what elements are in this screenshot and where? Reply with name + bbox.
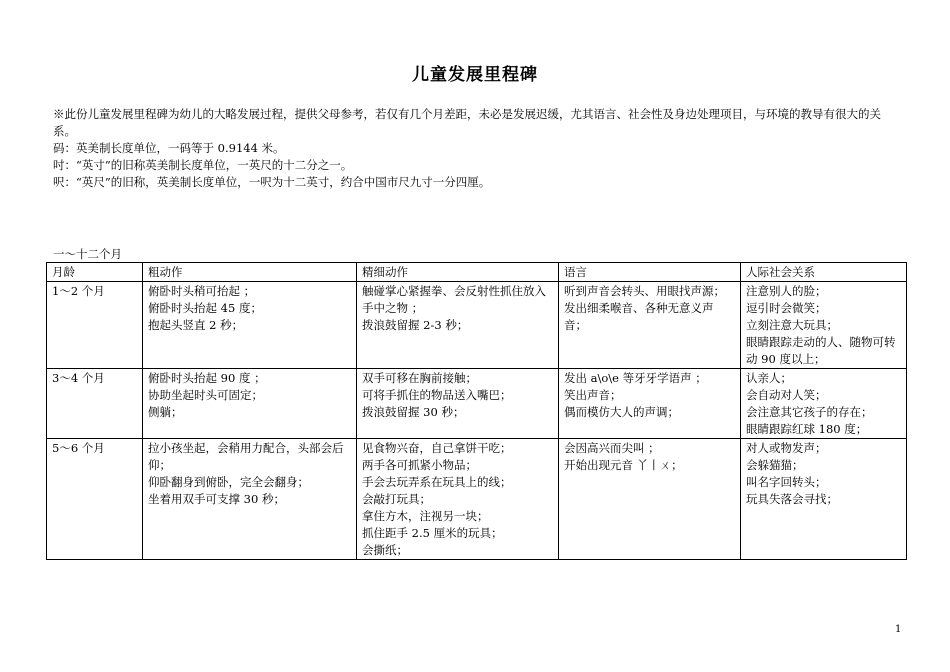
social-cell	[741, 282, 907, 369]
list-item: 会躲猫猫；	[746, 458, 804, 472]
note-foot: 呎：“英尺”的旧称，英美制长度单位，一呎为十二英寸，约合中国市尺九寸一分四厘。	[53, 175, 491, 189]
list-item: 协助坐起时头可固定；	[148, 388, 263, 402]
list-item: 触碰掌心紧握拳、会反射性抓住放入手中之物 ；	[362, 284, 546, 315]
list-item: 拿住方木，注视另一块；	[362, 509, 489, 523]
header-social: 人际社会关系	[741, 263, 907, 282]
fine-motor-cell	[357, 282, 559, 369]
list-item: 拉小孩坐起，会稍用力配合，头部会后仰；	[148, 441, 344, 472]
list-item: 认亲人；	[746, 371, 792, 385]
fine-motor-cell	[357, 439, 559, 560]
header-gross-motor: 粗动作	[143, 263, 357, 282]
list-item: 会自动对人笑；	[746, 388, 827, 402]
list-item: 拨浪鼓留握 2-3 秒；	[362, 318, 469, 332]
list-item: 抱起头竖直 2 秒；	[148, 318, 244, 332]
list-item: 听到声音会转头、用眼找声源；	[564, 284, 725, 298]
list-item: 抓住距手 2.5 厘米的玩具；	[362, 526, 503, 540]
list-item: 侧躺；	[148, 405, 183, 419]
table-row	[47, 282, 907, 369]
list-item: 对人或物发声；	[746, 441, 827, 455]
social-cell	[741, 369, 907, 439]
header-language: 语言	[559, 263, 741, 282]
note-disclaimer: ※此份儿童发展里程碑为幼儿的大略发展过程，提供父母参考，若仅有几个月差距，未必是发展迟缓，尤其语言、社会性及身边处理项目，与环境的教导有很大的关系。	[53, 107, 881, 138]
list-item: 叫名字回转头；	[746, 475, 827, 489]
page-number: 1	[895, 624, 902, 635]
list-item: 立刻注意大玩具；	[746, 318, 838, 332]
list-item: 偶而模仿大人的声调；	[564, 405, 679, 419]
list-item: 仰卧翻身到俯卧，完全会翻身；	[148, 475, 309, 489]
social-cell	[741, 439, 907, 560]
age-cell: 5～6 个月	[47, 439, 143, 560]
section-label: 一～十二个月	[53, 247, 122, 261]
list-item: 俯卧时头抬起 90 度 ；	[148, 371, 266, 385]
list-item: 玩具失落会寻找；	[746, 492, 838, 506]
list-item: 眼睛跟踪红球 180 度；	[746, 422, 868, 436]
header-age: 月龄	[47, 263, 143, 282]
language-cell	[559, 439, 741, 560]
notes-block	[53, 106, 903, 191]
age-cell: 3～4 个月	[47, 369, 143, 439]
list-item: 坐着用双手可支撑 30 秒；	[148, 492, 285, 506]
list-item: 拨浪鼓留握 30 秒；	[362, 405, 465, 419]
language-cell	[559, 282, 741, 369]
list-item: 注意别人的脸；	[746, 284, 827, 298]
list-item: 可将手抓住的物品送入嘴巴；	[362, 388, 512, 402]
list-item: 发出 a\o\e 等牙牙学语声 ；	[564, 371, 707, 385]
list-item: 发出细柔喉音、各种无意义声音；	[564, 301, 714, 332]
list-item: 手会去玩弄系在玩具上的线；	[362, 475, 512, 489]
list-item: 开始出现元音 丫丨ㄨ；	[564, 458, 683, 472]
note-yard: 码：英美制长度单位，一码等于 0.9144 米。	[53, 141, 285, 155]
list-item: 会注意其它孩子的存在；	[746, 405, 873, 419]
list-item: 见食物兴奋，自己拿饼干吃；	[362, 441, 512, 455]
table-row	[47, 439, 907, 560]
header-fine-motor: 精细动作	[357, 263, 559, 282]
gross-motor-cell	[143, 369, 357, 439]
document-title: 儿童发展里程碑	[412, 65, 538, 85]
list-item: 俯卧时头抬起 45 度；	[148, 301, 262, 315]
milestones-table	[46, 262, 907, 560]
gross-motor-cell	[143, 439, 357, 560]
list-item: 逗引时会微笑；	[746, 301, 827, 315]
language-cell	[559, 369, 741, 439]
list-item: 会撕纸；	[362, 543, 408, 557]
fine-motor-cell	[357, 369, 559, 439]
list-item: 两手各可抓紧小物品；	[362, 458, 477, 472]
table-row	[47, 369, 907, 439]
list-item: 眼睛跟踪走动的人、随物可转动 90 度以上；	[746, 335, 896, 366]
age-cell: 1～2 个月	[47, 282, 143, 369]
list-item: 会因高兴而尖叫 ；	[564, 441, 660, 455]
list-item: 笑出声音；	[564, 388, 622, 402]
list-item: 会敲打玩具；	[362, 492, 431, 506]
list-item: 俯卧时头稍可抬起 ；	[148, 284, 256, 298]
table-header-row	[47, 263, 907, 282]
gross-motor-cell	[143, 282, 357, 369]
list-item: 双手可移在胸前接触；	[362, 371, 477, 385]
note-inch: 吋：“英寸”的旧称英美制长度单位，一英尺的十二分之一。	[53, 158, 353, 172]
